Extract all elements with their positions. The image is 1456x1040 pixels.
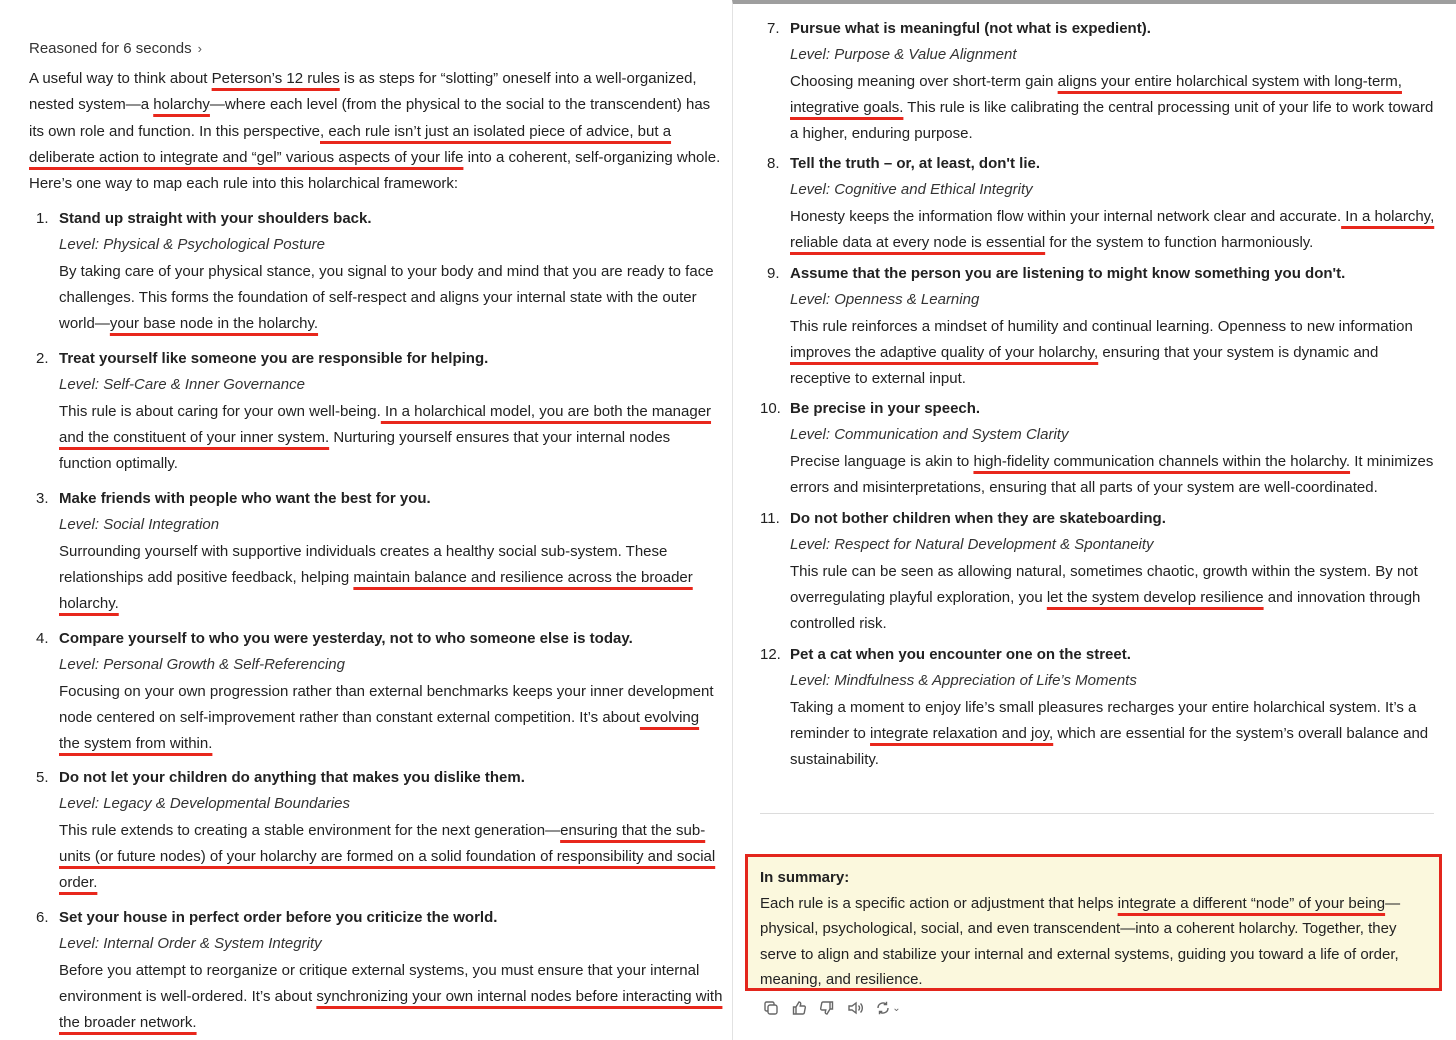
regenerate-icon[interactable]: [874, 999, 902, 1017]
rule-text: It minimizes errors and misinterpretations, ensuring that all parts of your system are well-coordinated.: [790, 452, 1434, 496]
rule-number: 5.: [36, 769, 49, 786]
chevron-right-icon: ›: [197, 41, 202, 56]
rule-highlight: In a holarchical model, you are both the manager and the constituent of your inner system.: [59, 402, 712, 446]
rule-highlight: aligns your entire holarchical system with long-term, integrative goals.: [790, 72, 1402, 116]
rule-item: [760, 506, 1435, 637]
rule-title: Set your house in perfect order before you criticize the world.: [59, 909, 498, 926]
rule-number: 11.: [760, 510, 780, 527]
rule-text: Precise language is akin to: [790, 452, 974, 470]
rule-text: ensuring that your system is dynamic and receptive to external input.: [790, 343, 1379, 388]
rule-text: This rule is like calibrating the central processing unit of your life to work toward a higher, enduring purpose.: [790, 98, 1434, 143]
rule-title: Do not bother children when they are skateboarding.: [790, 510, 1166, 527]
rule-highlight: let the system develop resilience: [1046, 588, 1264, 606]
rule-number: 7.: [767, 20, 780, 37]
rule-number: 9.: [767, 265, 780, 282]
rule-highlight: your base node in the holarchy.: [109, 315, 319, 333]
rule-text: This rule can be seen as allowing natural, sometimes chaotic, growth within the system. By not overregulating playful exploration, you: [790, 562, 1418, 606]
rule-item: [760, 642, 1435, 773]
rule-title: Compare yourself to who you were yesterday, not to who someone else is today.: [59, 630, 633, 647]
rule-level: Level: Respect for Natural Development & Spontaneity: [790, 536, 1154, 554]
copy-icon[interactable]: [762, 999, 780, 1017]
rule-item: [760, 396, 1435, 501]
rule-number: 12.: [760, 646, 781, 663]
rule-body: [59, 259, 724, 338]
rule-highlight: maintain balance and resilience across the broader holarchy.: [59, 568, 693, 613]
rule-body: [790, 204, 1435, 257]
rule-title: Be precise in your speech.: [790, 400, 981, 417]
rule-title: Treat yourself like someone you are responsible for helping.: [59, 350, 489, 367]
rule-item: [767, 261, 1435, 392]
rule-text: Honesty keeps the information flow within your internal network clear and accurate.: [790, 207, 1342, 225]
rule-level: Level: Purpose & Value Alignment: [790, 46, 1017, 64]
rule-body: [790, 559, 1435, 638]
rule-body: [790, 314, 1435, 393]
rule-title: Pursue what is meaningful (not what is expedient).: [790, 20, 1151, 37]
rule-text: Taking a moment to enjoy life’s small pleasures recharges your entire holarchical system. It’s a reminder to: [790, 698, 1417, 742]
intro-text: into a coherent, self-organizing whole. Here’s one way to map each rule into this holarchical framework:: [29, 148, 721, 193]
rule-text: By taking care of your physical stance, you signal to your body and mind that you are ready to face challenges. This forms the foundation of self-respect and aligns your internal state with the outer world—: [59, 262, 714, 333]
rule-text: for the system to function harmoniously.: [1045, 233, 1314, 251]
rule-title: Tell the truth – or, at least, don't lie.: [790, 155, 1040, 172]
summary-text: Each rule is a specific action or adjustment that helps: [760, 894, 1118, 912]
rule-number: 6.: [36, 909, 49, 926]
rule-level: Level: Communication and System Clarity: [790, 426, 1069, 444]
reasoned-toggle[interactable]: [29, 40, 202, 57]
rule-level: Level: Legacy & Developmental Boundaries: [59, 795, 351, 813]
rule-highlight: ensuring that the sub-units (or future nodes) of your holarchy are formed on a solid foundation of responsibility and social order.: [59, 821, 716, 892]
rule-level: Level: Social Integration: [59, 516, 220, 534]
read-aloud-icon[interactable]: [846, 999, 864, 1017]
rule-level: Level: Openness & Learning: [790, 291, 980, 309]
rule-title: Do not let your children do anything that makes you dislike them.: [59, 769, 525, 786]
summary-body: [760, 891, 1427, 993]
rule-item: [36, 206, 724, 337]
message-actions: [762, 999, 902, 1017]
rule-body: [790, 449, 1435, 502]
intro-text: —where each level (from the physical to the social to the transcendent) has its own role and function. In this perspective: [29, 96, 711, 140]
rule-body: [59, 539, 724, 618]
rule-text: Surrounding yourself with supportive individuals creates a healthy social sub-system. These relationships add positive feedback, helping: [59, 542, 668, 586]
rule-number: 4.: [36, 630, 49, 647]
rule-text: Before you attempt to reorganize or critique external systems, you must ensure that your internal environment is well-ordered. It’s about: [59, 961, 700, 1005]
rule-number: 8.: [767, 155, 780, 172]
thumbs-up-icon[interactable]: [790, 999, 808, 1017]
intro-highlight: Peterson’s 12 rules: [211, 70, 340, 87]
rule-number: 1.: [36, 210, 49, 227]
thumbs-down-icon[interactable]: [818, 999, 836, 1017]
rule-text: This rule is about caring for your own well-being.: [59, 402, 381, 420]
rule-highlight: improves the adaptive quality of your holarchy,: [790, 343, 1099, 361]
rule-body: [59, 818, 724, 897]
rule-item: [767, 16, 1435, 147]
intro-highlight: , each rule isn’t just an isolated piece of advice, but a deliberate action to integrate and “gel” various aspects of your life: [29, 122, 672, 166]
summary-highlight: integrate a different “node” of your being: [1117, 894, 1386, 912]
rule-body: [59, 399, 724, 478]
rule-number: 2.: [36, 350, 49, 367]
reasoned-label: Reasoned for 6 seconds: [29, 40, 192, 57]
summary-text: —physical, psychological, social, and even transcendent—into a coherent holarchy. Together, they serve to align and stabilize your internal and external systems, guiding you toward a life of order, meaning, and resilience.: [760, 894, 1401, 989]
rule-highlight: In a holarchy, reliable data at every node is essential: [790, 207, 1435, 251]
rule-body: [790, 695, 1435, 774]
rule-text: This rule reinforces a mindset of humility and continual learning. Openness to new information: [790, 317, 1413, 335]
rule-title: Assume that the person you are listening to might know something you don't.: [790, 265, 1346, 282]
rule-text: Nurturing yourself ensures that your internal nodes function optimally.: [59, 428, 671, 473]
rule-title: Stand up straight with your shoulders back.: [59, 210, 372, 227]
rule-highlight: high-fidelity communication channels within the holarchy.: [973, 452, 1351, 470]
rule-item: [36, 346, 724, 477]
rule-text: Choosing meaning over short-term gain: [790, 72, 1058, 90]
rule-item: [36, 486, 724, 617]
rule-text: and innovation through controlled risk.: [790, 588, 1421, 633]
intro-text: A useful way to think about: [29, 70, 212, 87]
rule-level: Level: Self-Care & Inner Governance: [59, 376, 305, 394]
summary-box: [745, 854, 1442, 991]
rule-highlight: evolving the system from within.: [59, 708, 700, 753]
rule-body: [59, 958, 724, 1037]
rule-text: This rule extends to creating a stable environment for the next generation—: [59, 821, 561, 839]
divider: [760, 813, 1434, 814]
rule-item: [36, 765, 724, 896]
rule-item: [36, 626, 724, 757]
rule-body: [790, 69, 1435, 148]
rule-number: 3.: [36, 490, 49, 507]
intro-paragraph: [29, 66, 729, 197]
rule-item: [767, 151, 1435, 256]
rule-level: Level: Mindfulness & Appreciation of Life’s Moments: [790, 672, 1137, 690]
rule-body: [59, 679, 724, 758]
rule-title: Make friends with people who want the best for you.: [59, 490, 431, 507]
summary-heading: In summary:: [760, 869, 850, 886]
rule-level: Level: Internal Order & System Integrity: [59, 935, 322, 953]
rule-highlight: integrate relaxation and joy,: [870, 724, 1054, 742]
rule-highlight: synchronizing your own internal nodes before interacting with the broader network.: [59, 987, 723, 1032]
rule-level: Level: Physical & Psychological Posture: [59, 236, 325, 254]
rule-level: Level: Cognitive and Ethical Integrity: [790, 181, 1033, 199]
intro-text: is as steps for “slotting” oneself into a well-organized, nested system—a: [29, 70, 697, 114]
intro-highlight: holarchy: [153, 96, 210, 114]
rule-item: [36, 905, 724, 1036]
rule-number: 10.: [760, 400, 781, 417]
rule-text: Focusing on your own progression rather than external benchmarks keeps your inner development node centered on self-improvement rather than constant external competition. It’s about: [59, 682, 714, 726]
rule-title: Pet a cat when you encounter one on the street.: [790, 646, 1131, 663]
chevron-down-icon: ⌄: [892, 1002, 901, 1014]
rule-level: Level: Personal Growth & Self-Referencing: [59, 656, 345, 674]
rule-text: which are essential for the system’s overall balance and sustainability.: [790, 724, 1429, 769]
